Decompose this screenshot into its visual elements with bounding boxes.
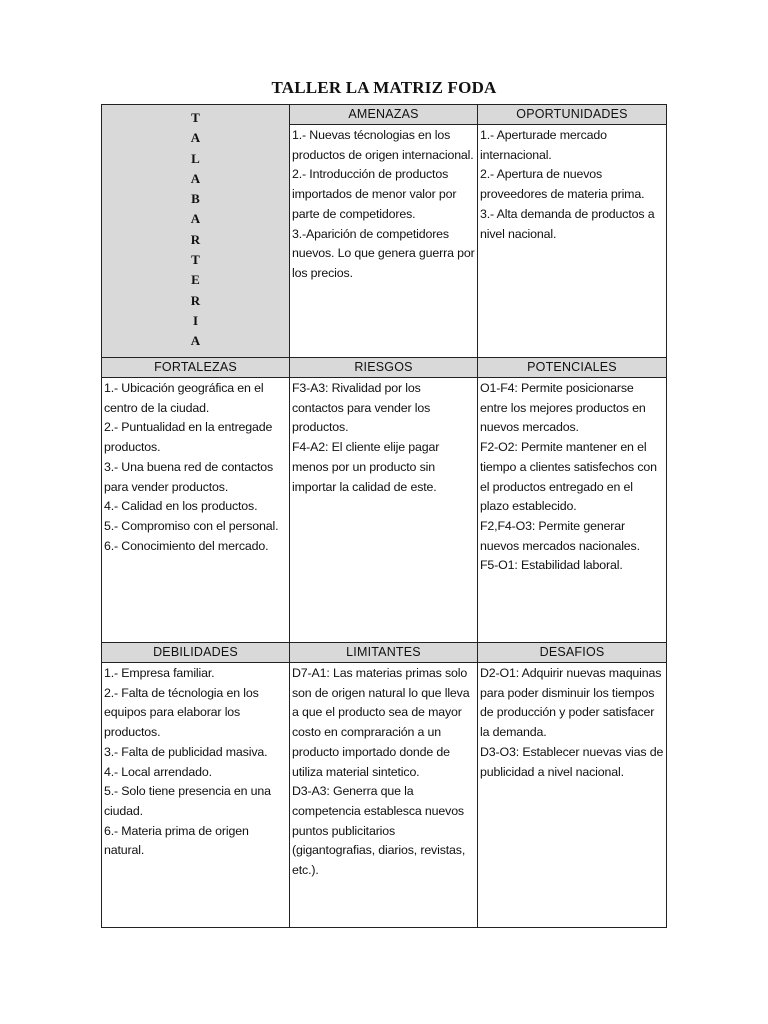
debilidades-cell bbox=[102, 663, 290, 928]
header-debilidades: DEBILIDADES bbox=[102, 643, 290, 663]
document-title: TALLER LA MATRIZ FODA bbox=[271, 78, 497, 97]
company-letter: I bbox=[192, 312, 199, 328]
company-letter: B bbox=[191, 191, 200, 207]
amenazas-cell bbox=[290, 125, 478, 358]
fortalezas-item: 1.- Ubicación geográfica en el centro de la ciudad. bbox=[104, 381, 264, 415]
company-letter: A bbox=[190, 333, 201, 349]
company-name-cell bbox=[102, 105, 290, 358]
riesgos-list bbox=[290, 378, 477, 497]
riesgos-cell bbox=[290, 378, 478, 643]
company-name-vertical bbox=[102, 105, 289, 352]
potenciales-list bbox=[478, 378, 666, 576]
oportunidades-item: 1.- Aperturade mercado internacional. bbox=[480, 128, 607, 162]
company-letter: A bbox=[190, 130, 201, 146]
company-letter: T bbox=[191, 252, 200, 268]
fortalezas-item: 2.- Puntualidad en la entregade productos. bbox=[104, 420, 273, 455]
company-letter: R bbox=[190, 292, 201, 308]
potenciales-cell bbox=[478, 378, 667, 643]
fortalezas-item: 4.- Calidad en los productos. bbox=[104, 499, 258, 514]
company-letter: R bbox=[190, 231, 201, 247]
riesgos-item: F3-A3: Rivalidad por los contactos para vender los productos. bbox=[292, 381, 431, 435]
potenciales-item: F2-O2: Permite mantener en el tiempo a clientes satisfechos con el productos entregado en el plazo establecido. bbox=[480, 440, 657, 514]
header-fortalezas: FORTALEZAS bbox=[102, 358, 290, 378]
potenciales-item: F5-O1: Estabilidad laboral. bbox=[480, 558, 623, 573]
debilidades-item: 3.- Falta de publicidad masiva. bbox=[104, 744, 268, 759]
desafios-list bbox=[478, 663, 666, 782]
amenazas-item: 2.- Introducción de productos importados de menor valor por parte de competidores. bbox=[292, 167, 457, 221]
riesgos-item: F4-A2: El cliente elije pagar menos por un producto sin importar la calidad de este. bbox=[292, 440, 440, 494]
company-letter: A bbox=[190, 211, 201, 227]
matrix-content-row-2 bbox=[102, 378, 667, 643]
potenciales-item: F2,F4-O3: Permite generar nuevos mercados nacionales. bbox=[480, 518, 640, 553]
matrix-content-row-3 bbox=[102, 663, 667, 928]
header-limitantes: LIMITANTES bbox=[290, 643, 478, 663]
matrix-header-row-1 bbox=[102, 105, 667, 125]
limitantes-item: D7-A1: Las materias primas solo son de origen natural lo que lleva a que el producto sea de mayor costo en compraración a un producto importado donde de utiliza material sintetico. bbox=[292, 666, 470, 779]
header-potenciales: POTENCIALES bbox=[478, 358, 667, 378]
oportunidades-list bbox=[478, 125, 666, 244]
header-riesgos: RIESGOS bbox=[290, 358, 478, 378]
debilidades-item: 2.- Falta de técnologia en los equipos para elaborar los productos. bbox=[104, 685, 259, 740]
debilidades-item: 4.- Local arrendado. bbox=[104, 764, 212, 779]
debilidades-item: 6.- Materia prima de origen natural. bbox=[104, 823, 249, 858]
company-letter: E bbox=[191, 272, 200, 288]
matrix-header-row-2 bbox=[102, 358, 667, 378]
fortalezas-list bbox=[102, 378, 289, 556]
company-letter: L bbox=[191, 150, 200, 166]
desafios-item: D3-O3: Establecer nuevas vias de publicidad a nivel nacional. bbox=[480, 744, 664, 779]
matrix-header-row-3 bbox=[102, 643, 667, 663]
amenazas-item: 1.- Nuevas técnologias en los productos de origen internacional. bbox=[292, 128, 474, 162]
oportunidades-item: 3.- Alta demanda de productos a nivel nacional. bbox=[480, 206, 655, 241]
header-desafios: DESAFIOS bbox=[478, 643, 667, 663]
desafios-item: D2-O1: Adquirir nuevas maquinas para poder disminuir los tiempos de producción y poder satisfacer la demanda. bbox=[480, 666, 662, 740]
header-amenazas: AMENAZAS bbox=[290, 105, 478, 125]
desafios-cell bbox=[478, 663, 667, 928]
company-letter: T bbox=[191, 110, 200, 125]
oportunidades-item: 2.- Apertura de nuevos proveedores de materia prima. bbox=[480, 167, 645, 202]
fortalezas-item: 5.- Compromiso con el personal. bbox=[104, 518, 279, 533]
potenciales-item: O1-F4: Permite posicionarse entre los mejores productos en nuevos mercados. bbox=[480, 381, 646, 435]
debilidades-item: 5.- Solo tiene presencia en una ciudad. bbox=[104, 784, 271, 818]
amenazas-list bbox=[290, 125, 477, 284]
foda-matrix-table bbox=[101, 104, 667, 928]
fortalezas-item: 3.- Una buena red de contactos para vender productos. bbox=[104, 459, 274, 494]
fortalezas-cell bbox=[102, 378, 290, 643]
fortalezas-item: 6.- Conocimiento del mercado. bbox=[104, 538, 269, 553]
limitantes-cell bbox=[290, 663, 478, 928]
limitantes-list bbox=[290, 663, 477, 881]
header-oportunidades: OPORTUNIDADES bbox=[478, 105, 667, 125]
debilidades-item: 1.- Empresa familiar. bbox=[104, 666, 215, 680]
oportunidades-cell bbox=[478, 125, 667, 358]
company-letter: A bbox=[190, 170, 201, 186]
debilidades-list bbox=[102, 663, 289, 861]
amenazas-item: 3.-Aparición de competidores nuevos. Lo que genera guerra por los precios. bbox=[292, 226, 475, 280]
limitantes-item: D3-A3: Generra que la competencia establesca nuevos puntos publicitarios (gigantografias, diarios, revistas, etc.). bbox=[292, 784, 466, 878]
